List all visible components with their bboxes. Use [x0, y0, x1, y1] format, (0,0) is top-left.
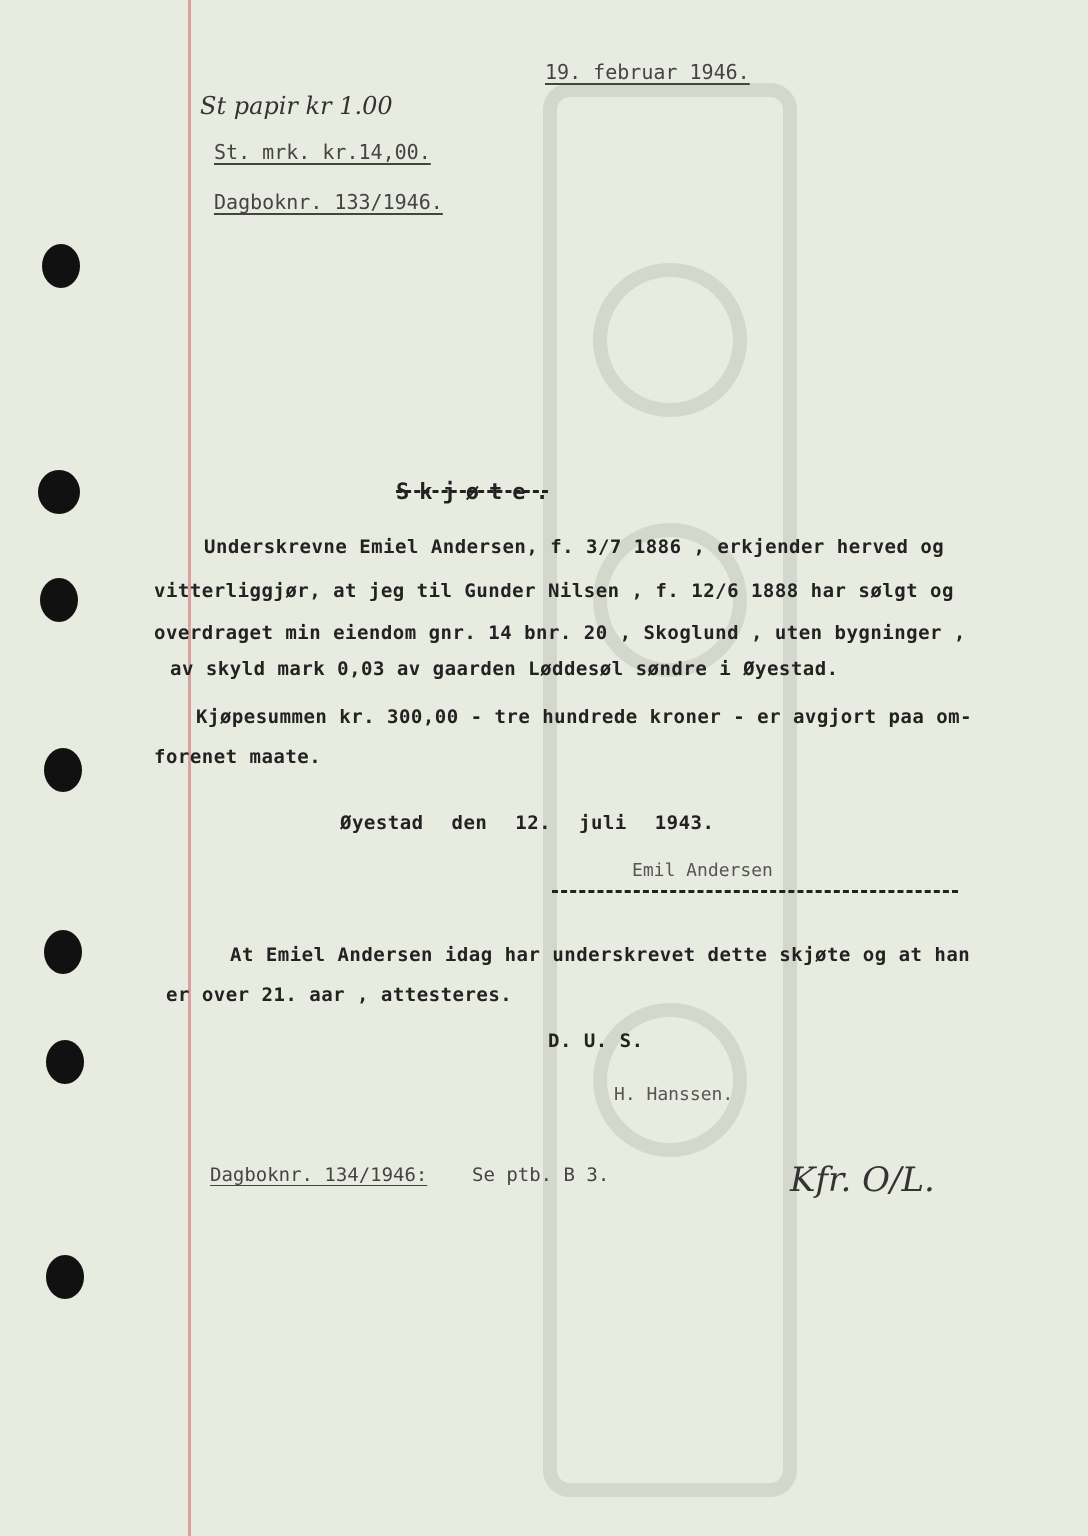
deed-line: Underskrevne Emiel Andersen, f. 3/7 1886 , erkjender herved og	[204, 536, 945, 558]
punch-hole	[42, 244, 80, 288]
margin-line	[188, 0, 191, 1536]
deed-line: Kjøpesummen kr. 300,00 - tre hundrede kroner - er avgjort paa om-	[196, 706, 973, 728]
deed-line: forenet maate.	[154, 746, 322, 768]
handwritten-initials: Kfr. O/L.	[790, 1160, 935, 1200]
place-date: Øyestad den 12. juli 1943.	[340, 812, 715, 834]
signature-line	[552, 890, 958, 893]
deed-line: av skyld mark 0,03 av gaarden Løddesøl søndre i Øyestad.	[170, 658, 839, 680]
stamp-mark: St. mrk. kr.14,00.	[214, 140, 431, 164]
punch-hole	[46, 1040, 84, 1084]
attestation-line: At Emiel Andersen idag har underskrevet dette skjøte og at han	[230, 944, 971, 966]
seller-signature: Emil Andersen	[632, 860, 773, 881]
stamp-paper-note: St papir kr 1.00	[200, 92, 393, 120]
deed-title: Skjøte.	[396, 480, 559, 505]
punch-hole	[44, 748, 82, 792]
diary-number: Dagboknr. 133/1946.	[214, 190, 443, 214]
deed-line: vitterliggjør, at jeg til Gunder Nilsen , f. 12/6 1888 har sølgt og	[154, 580, 954, 602]
punch-hole	[38, 470, 80, 514]
punch-hole	[46, 1255, 84, 1299]
punch-hole	[44, 930, 82, 974]
deed-line: overdraget min eiendom gnr. 14 bnr. 20 , Skoglund , uten bygninger ,	[154, 622, 966, 644]
dus-text: D. U. S.	[548, 1030, 644, 1052]
witness-name: H. Hanssen.	[614, 1084, 734, 1105]
title-underline	[396, 490, 548, 493]
punch-hole	[40, 578, 78, 622]
header-date: 19. februar 1946.	[545, 60, 750, 84]
footer-reference: Se ptb. B 3.	[472, 1164, 610, 1186]
footer-diary-number: Dagboknr. 134/1946:	[210, 1164, 428, 1186]
attestation-line: er over 21. aar , attesteres.	[166, 984, 513, 1006]
watermark-stamp	[540, 80, 800, 1500]
